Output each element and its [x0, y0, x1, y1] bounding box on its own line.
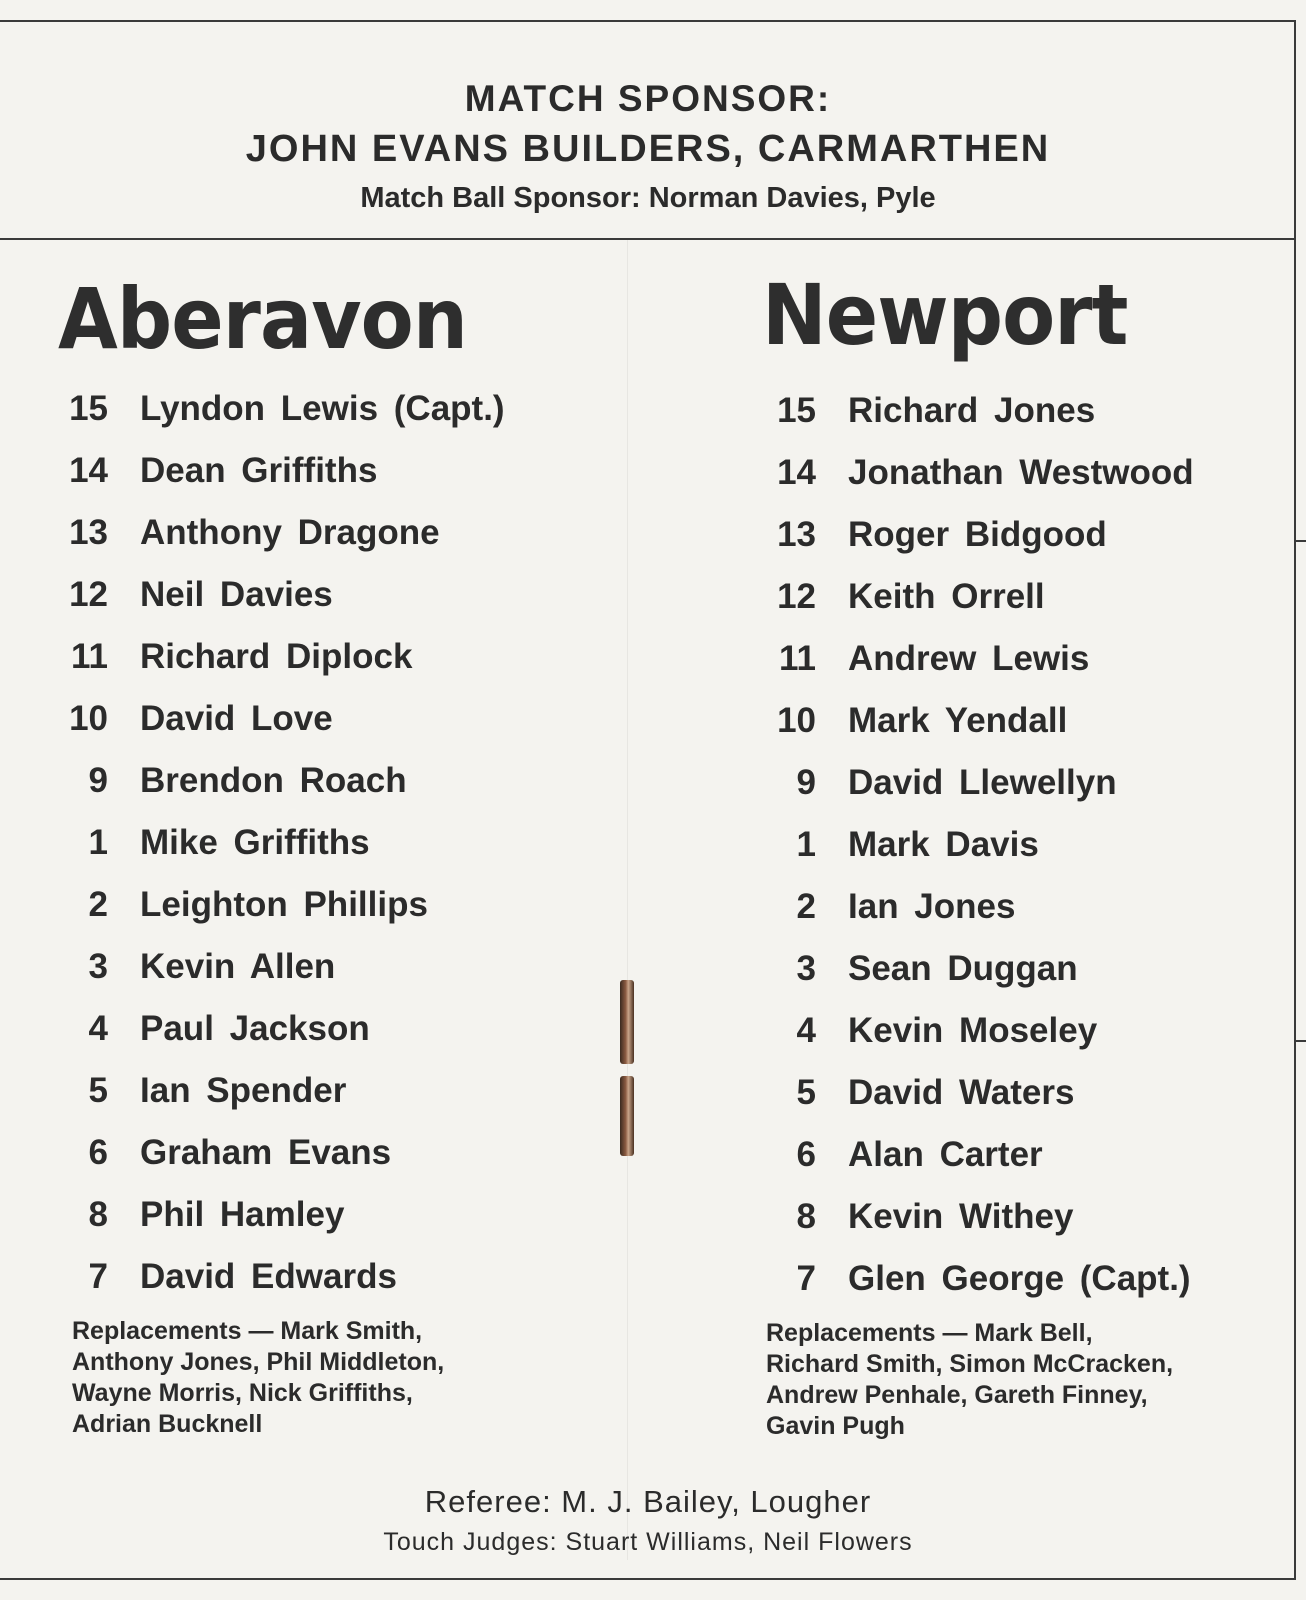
player-number: 5 [796, 1073, 816, 1112]
player-row [40, 1060, 505, 1122]
player-number: 14 [69, 451, 108, 490]
player-row [40, 564, 505, 626]
home-team-roster [40, 378, 505, 1308]
player-number: 8 [796, 1197, 816, 1236]
player-number: 2 [796, 887, 816, 926]
player-name: Graham Evans [140, 1133, 392, 1172]
player-row [40, 936, 505, 998]
staple-icon [620, 980, 634, 1064]
player-row [40, 502, 505, 564]
player-name: Andrew Lewis [848, 639, 1090, 678]
player-name: Alan Carter [848, 1135, 1043, 1174]
player-row [748, 504, 1194, 566]
player-name: Kevin Moseley [848, 1011, 1098, 1050]
player-number: 12 [69, 575, 108, 614]
player-row [40, 626, 505, 688]
player-name: Phil Hamley [140, 1195, 345, 1234]
player-row [748, 628, 1194, 690]
player-number: 13 [777, 515, 816, 554]
player-row [748, 1248, 1194, 1310]
player-row [40, 1122, 505, 1184]
away-team-roster [748, 380, 1194, 1310]
player-number: 1 [88, 823, 108, 862]
player-name: Ian Spender [140, 1071, 347, 1110]
away-team-title: Newport [762, 266, 1128, 364]
player-number: 10 [777, 701, 816, 740]
player-name: Kevin Withey [848, 1197, 1074, 1236]
player-name: Mike Griffiths [140, 823, 370, 862]
player-number: 3 [88, 947, 108, 986]
player-row [40, 688, 505, 750]
match-ball-sponsor: Match Ball Sponsor: Norman Davies, Pyle [360, 182, 936, 214]
player-number: 14 [777, 453, 816, 492]
player-row [748, 938, 1194, 1000]
player-name: Glen George (Capt.) [848, 1259, 1191, 1298]
player-name: David Waters [848, 1073, 1075, 1112]
player-number: 7 [796, 1259, 816, 1298]
player-name: Sean Duggan [848, 949, 1078, 988]
player-row [40, 440, 505, 502]
player-row [748, 752, 1194, 814]
player-row [40, 812, 505, 874]
player-name: Paul Jackson [140, 1009, 370, 1048]
player-name: Mark Yendall [848, 701, 1068, 740]
player-number: 6 [796, 1135, 816, 1174]
player-row [40, 998, 505, 1060]
player-name: David Llewellyn [848, 763, 1117, 802]
player-name: Leighton Phillips [140, 885, 428, 924]
player-name: David Edwards [140, 1257, 397, 1296]
edge-tick [1296, 540, 1306, 542]
player-number: 15 [69, 389, 108, 428]
player-name: Brendon Roach [140, 761, 407, 800]
player-number: 7 [88, 1257, 108, 1296]
player-name: Lyndon Lewis (Capt.) [140, 389, 505, 428]
referee-line: Referee: M. J. Bailey, Lougher [424, 1484, 872, 1519]
player-name: Jonathan Westwood [848, 453, 1194, 492]
staple-icon [620, 1076, 634, 1156]
player-name: Mark Davis [848, 825, 1039, 864]
player-name: Dean Griffiths [140, 451, 378, 490]
player-number: 2 [88, 885, 108, 924]
player-row [748, 814, 1194, 876]
player-number: 12 [777, 577, 816, 616]
player-name: Ian Jones [848, 887, 1016, 926]
player-name: Neil Davies [140, 575, 333, 614]
player-row [748, 380, 1194, 442]
player-number: 1 [796, 825, 816, 864]
player-name: Keith Orrell [848, 577, 1045, 616]
match-sponsor-heading: MATCH SPONSOR: [464, 78, 832, 119]
player-row [40, 874, 505, 936]
player-number: 6 [88, 1133, 108, 1172]
match-sponsor-name: JOHN EVANS BUILDERS, CARMARTHEN [245, 128, 1051, 170]
player-name: Kevin Allen [140, 947, 336, 986]
player-name: Richard Jones [848, 391, 1096, 430]
player-row [40, 750, 505, 812]
player-number: 4 [88, 1009, 108, 1048]
player-row [748, 690, 1194, 752]
player-number: 8 [88, 1195, 108, 1234]
player-row [748, 442, 1194, 504]
player-number: 11 [779, 639, 816, 678]
player-row [748, 1186, 1194, 1248]
player-number: 5 [88, 1071, 108, 1110]
away-replacements: Replacements — Mark Bell, Richard Smith, Simon McCracken, Andrew Penhale, Gareth Finney, Gavin Pugh [766, 1319, 1174, 1440]
edge-tick [1296, 1040, 1306, 1042]
player-number: 9 [88, 761, 108, 800]
player-number: 15 [777, 391, 816, 430]
player-number: 13 [69, 513, 108, 552]
player-name: Roger Bidgood [848, 515, 1107, 554]
sponsor-header [0, 22, 1296, 240]
player-row [748, 1124, 1194, 1186]
player-row [748, 566, 1194, 628]
player-row [40, 378, 505, 440]
player-number: 10 [69, 699, 108, 738]
player-name: Anthony Dragone [140, 513, 440, 552]
home-replacements: Replacements — Mark Smith, Anthony Jones, Phil Middleton, Wayne Morris, Nick Griffiths, Adrian Bucknell [72, 1317, 445, 1438]
player-number: 11 [71, 637, 108, 676]
player-number: 4 [796, 1011, 816, 1050]
player-name: Richard Diplock [140, 637, 413, 676]
player-row [748, 876, 1194, 938]
player-number: 9 [796, 763, 816, 802]
player-row [748, 1000, 1194, 1062]
player-row [40, 1184, 505, 1246]
player-row [748, 1062, 1194, 1124]
player-name: David Love [140, 699, 333, 738]
center-fold [627, 240, 628, 1560]
player-number: 3 [796, 949, 816, 988]
home-team-title: Aberavon [58, 270, 467, 368]
touch-judges-line: Touch Judges: Stuart Williams, Neil Flowers [383, 1528, 913, 1556]
player-row [40, 1246, 505, 1308]
